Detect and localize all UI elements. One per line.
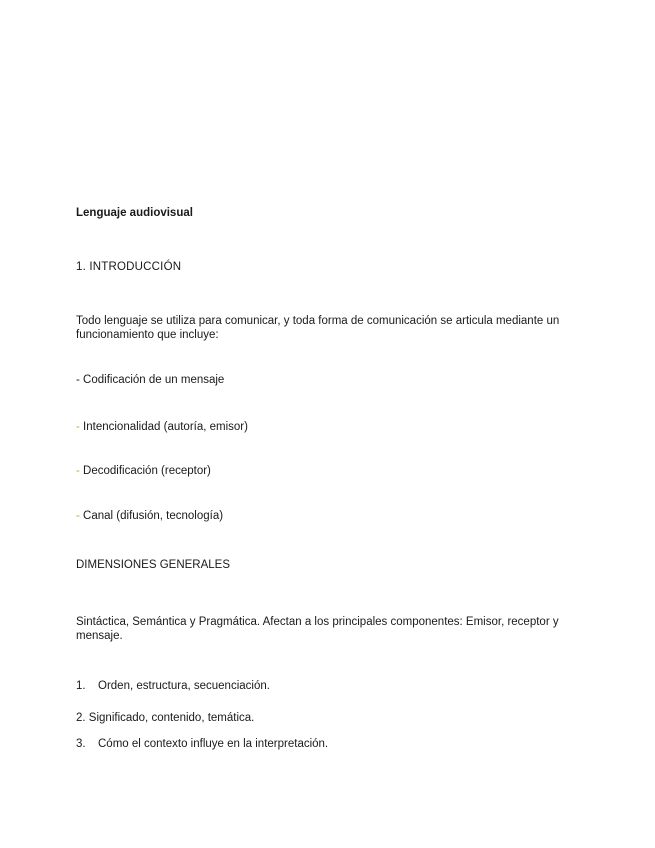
item-number: 2.	[76, 712, 86, 724]
section-heading-dimensiones: DIMENSIONES GENERALES	[76, 559, 231, 571]
list-item	[76, 373, 586, 387]
list-item-text: Codificación de un mensaje	[83, 374, 225, 386]
list-item-text: Canal (difusión, tecnología)	[83, 510, 224, 522]
numbered-item-text: Orden, estructura, secuenciación.	[98, 680, 270, 692]
numbered-item	[76, 679, 586, 693]
numbered-item-text: Significado, contenido, temática.	[88, 712, 255, 724]
list-item	[76, 509, 586, 523]
bullet-dash: -	[76, 421, 80, 433]
item-number: 1.	[76, 680, 86, 692]
document-title: Lenguaje audiovisual	[76, 207, 193, 219]
item-number: 3.	[76, 738, 86, 750]
list-item-text: Intencionalidad (autoría, emisor)	[83, 421, 248, 433]
bullet-dash: -	[76, 510, 80, 522]
bullet-dash: -	[76, 465, 80, 477]
dimensions-paragraph: Sintáctica, Semántica y Pragmática. Afectan a los principales componentes: Emisor, receptor y mensaje.	[76, 616, 559, 642]
intro-paragraph: Todo lenguaje se utiliza para comunicar, y toda forma de comunicación se articula mediante un funcionamiento que incluye:	[76, 315, 560, 341]
list-item	[76, 464, 586, 478]
numbered-item	[76, 737, 586, 751]
list-item	[76, 420, 586, 434]
numbered-item-text: Cómo el contexto influye en la interpretación.	[98, 738, 329, 750]
bullet-dash: -	[76, 374, 80, 386]
numbered-item	[76, 711, 586, 725]
list-item-text: Decodificación (receptor)	[83, 465, 211, 477]
section-heading-introduccion: 1. INTRODUCCIÓN	[76, 261, 182, 273]
